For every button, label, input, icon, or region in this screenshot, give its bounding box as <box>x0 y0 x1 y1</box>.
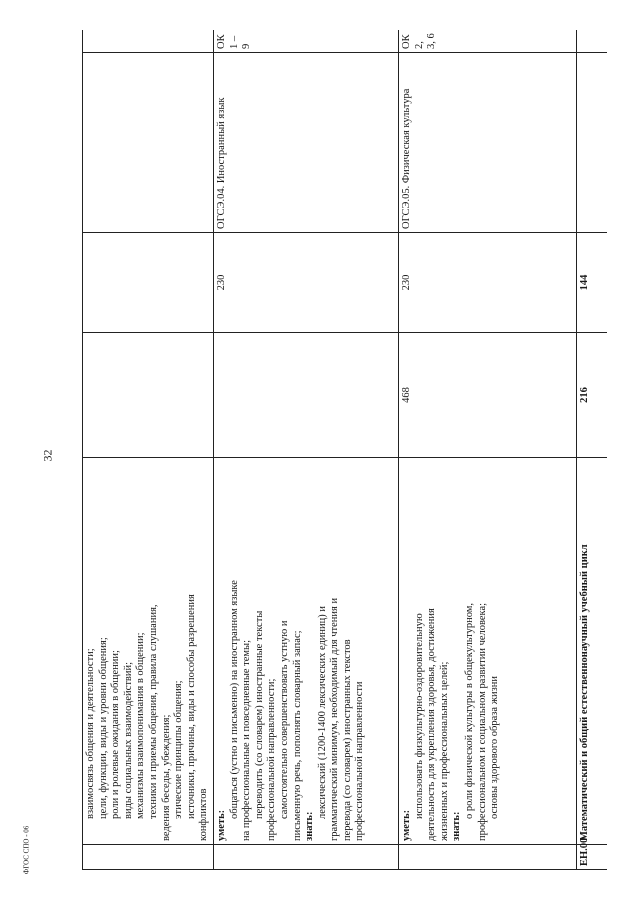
requirement-line: общаться (устно и письменно) на иностранном языке <box>228 580 240 819</box>
footer-mark <box>20 820 32 880</box>
competencies-cell <box>83 30 214 53</box>
requirement-line: жизненных и профессиональных целей; <box>438 661 450 841</box>
requirement-line: на профессиональные и повседневные темы; <box>241 639 253 841</box>
table-row <box>398 30 576 870</box>
page-number-text: 32 <box>40 449 55 461</box>
max-load-cell <box>83 333 214 458</box>
requirement-line: ведения беседы, убеждения; <box>160 714 172 841</box>
requirement-line: профессиональном и социальном развитии человека; <box>476 602 488 841</box>
table-row <box>576 30 607 870</box>
footer-mark-text: ФГОС СПО - 06 <box>22 825 31 875</box>
umet-label: уметь: <box>215 809 227 841</box>
requirement-line: роли и ролевые ожидания в общении; <box>110 650 122 819</box>
requirement-line: основы здорового образа жизни <box>489 676 501 819</box>
requirement-line: использовать физкультурно-оздоровительную <box>413 613 425 819</box>
page-number <box>42 443 54 467</box>
hours-cell: 144 <box>576 233 607 333</box>
competencies-cell <box>576 30 607 53</box>
hours-cell: 230 <box>398 233 576 333</box>
requirement-line: взаимосвязь общения и деятельности; <box>85 648 96 819</box>
requirement-line: деятельность для укрепления здоровья, достижения <box>426 608 438 841</box>
table-row <box>213 30 398 870</box>
requirement-line: техники и приемы общения, правила слушания, <box>147 604 159 819</box>
max-load-cell: 216 <box>576 333 607 458</box>
requirement-line: профессиональной направленности <box>354 681 366 841</box>
requirement-line: перевода (со словарем) иностранных текстов <box>341 639 353 841</box>
requirement-line: грамматический минимум, необходимый для чтения и <box>329 597 341 841</box>
competencies-cell: ОК 1 – 9 <box>213 30 398 53</box>
requirement-line: лексический (1200-1400 лексических единиц) и <box>316 605 328 819</box>
code-cell <box>398 845 576 870</box>
requirement-line: конфликтов <box>198 788 210 841</box>
curriculum-table <box>82 30 607 870</box>
requirement-line: самостоятельно совершенствовать устную и <box>278 620 290 819</box>
max-load-cell: 468 <box>398 333 576 458</box>
discipline-cell <box>83 53 214 233</box>
max-load-cell <box>213 333 398 458</box>
rotated-table-wrapper <box>82 30 607 870</box>
requirement-line: виды социальных взаимодействий; <box>122 661 134 819</box>
requirements-cell <box>213 458 398 845</box>
znat-label: знать: <box>451 811 463 841</box>
cycle-title-cell: Математический и общий естественнонаучный учебный цикл <box>576 458 607 845</box>
requirement-line: источники, причины, виды и способы разрешения <box>185 594 197 819</box>
code-cell <box>83 845 214 870</box>
requirement-line: этические принципы общения; <box>173 680 185 819</box>
requirement-line: цели, функции, виды и уровни общения; <box>97 637 109 819</box>
competencies-cell: ОК 2, 3, 6 <box>398 30 576 53</box>
requirement-line: механизмы взаимопонимания в общении; <box>135 632 147 819</box>
table-row <box>83 30 214 870</box>
requirements-cell <box>398 458 576 845</box>
requirement-line: переводить (со словарем) иностранные тексты <box>253 610 265 819</box>
code-cell <box>213 845 398 870</box>
table-stage <box>82 30 607 870</box>
code-cell: ЕН.00 <box>576 845 607 870</box>
requirement-line: профессиональной направленности; <box>266 678 278 841</box>
requirement-line: письменную речь, пополнять словарный запас; <box>291 630 303 841</box>
requirement-line: о роли физической культуры в общекультурном, <box>463 602 475 819</box>
znat-label: знать: <box>304 811 316 841</box>
discipline-cell <box>576 53 607 233</box>
discipline-cell: ОГСЭ.05. Физическая культура <box>398 53 576 233</box>
umet-label: уметь: <box>400 809 412 841</box>
discipline-cell: ОГСЭ.04. Иностранный язык <box>213 53 398 233</box>
requirements-cell <box>83 458 214 845</box>
hours-cell <box>83 233 214 333</box>
hours-cell: 230 <box>213 233 398 333</box>
